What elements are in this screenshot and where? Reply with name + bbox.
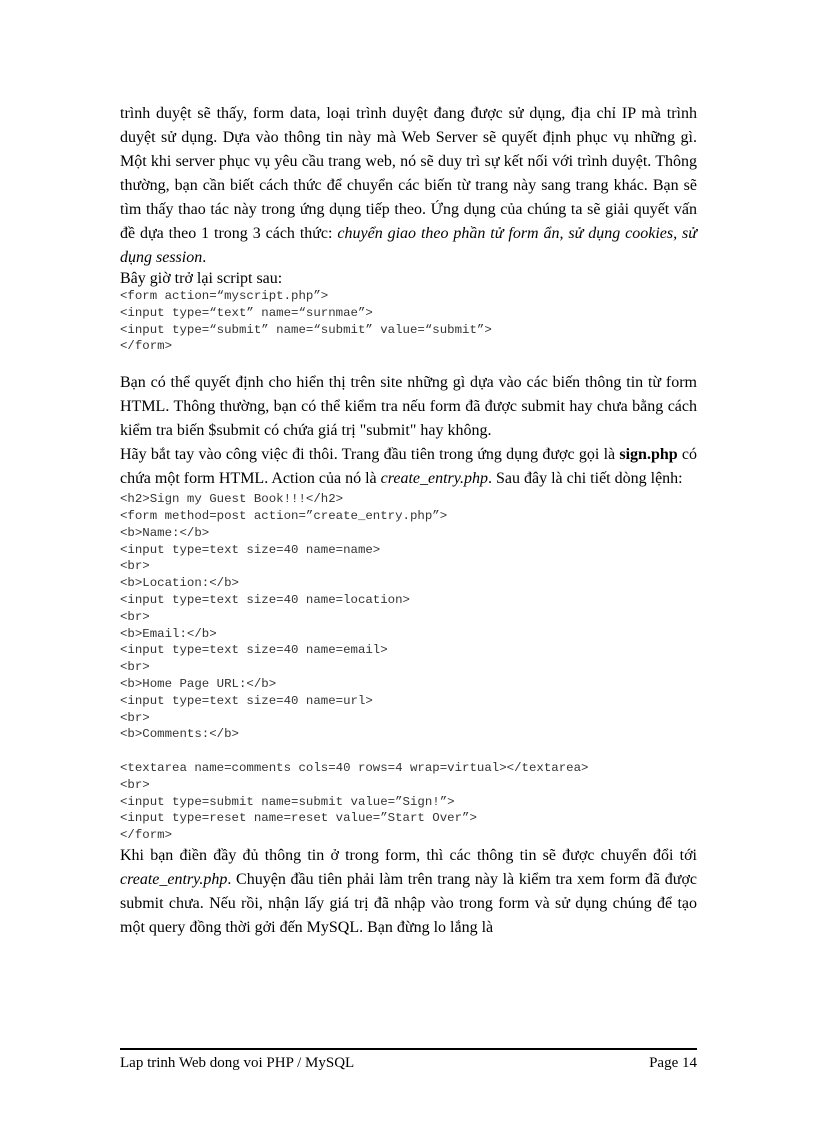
paragraph-sign-page-text-2: có chứa một form HTML. Action của nó là xyxy=(120,446,697,488)
code-line: </form> xyxy=(120,339,173,354)
paragraph-intro-italic: chuyển giao theo phần tử form ẩn, sử dụng cookies, sử dụng session xyxy=(120,225,697,266)
code-line: <form method=post action=”create_entry.php”> xyxy=(120,508,448,523)
code-line: <input type=submit name=submit value=”Sign!”> xyxy=(120,794,455,809)
code-line: <b>Email:</b> xyxy=(120,626,217,641)
paragraph-create-entry-text: Khi bạn điền đầy đủ thông tin ở trong form, thì các thông tin sẽ được chuyển đổi tới xyxy=(120,846,697,864)
code-blank-line xyxy=(120,743,697,760)
paragraph-create-entry xyxy=(120,844,697,940)
code-line: <b>Name:</b> xyxy=(120,525,210,540)
code-line: <input type=text size=40 name=name> xyxy=(120,542,381,557)
code-block-1 xyxy=(120,288,697,355)
code-line: <input type=text size=40 name=url> xyxy=(120,693,373,708)
code-line: <input type=“text” name=“surnmae”> xyxy=(120,305,373,320)
paragraph-intro-end: . xyxy=(202,249,207,266)
paragraph-form-variables: Bạn có thể quyết định cho hiển thị trên site những gì dựa vào các biến thông tin từ form HTML. Thông thường, bạn có thể kiểm tra nếu form đã được submit hay chưa bằng cách kiểm tra biến $submit có chứa giá trị "submit" hay không. xyxy=(120,374,697,440)
code-line: <h2>Sign my Guest Book!!!</h2> xyxy=(120,492,344,507)
code-line: <br> xyxy=(120,777,150,792)
code-line: <textarea name=comments cols=40 rows=4 wrap=virtual></textarea> xyxy=(120,760,589,775)
filename-create-entry-2: create_entry.php xyxy=(120,870,228,888)
code-line: <form action=“myscript.php”> xyxy=(120,289,329,303)
code-line: <br> xyxy=(120,660,150,675)
page-content xyxy=(120,102,697,940)
paragraph-intro-text: trình duyệt sẽ thấy, form data, loại trình duyệt đang được sử dụng, địa chỉ IP mà trình duyệt sử dụng. Dựa vào thông tin này mà Web Server sẽ quyết định phục vụ những gì. Một khi server phục vụ yêu cầu trang web, nó sẽ duy trì sự kết nối với trình duyệt. Thông thường, bạn cần biết cách thức để chuyển các biến từ trang này sang trang khác. Bạn sẽ tìm thấy thao tác này trong ứng dụng tiếp theo. Ứng dụng của chúng ta sẽ giải quyết vấn đề dựa theo 1 trong 3 cách thức: xyxy=(120,105,697,242)
code-block-2 xyxy=(120,491,697,844)
code-line: <br> xyxy=(120,710,150,725)
page-footer xyxy=(120,1054,697,1072)
page-number: Page 14 xyxy=(649,1055,697,1071)
code-line: <br> xyxy=(120,559,150,574)
code-line: </form> xyxy=(120,828,173,843)
code-line: <b>Comments:</b> xyxy=(120,727,239,742)
filename-create-entry: create_entry.php xyxy=(380,470,488,488)
code-line: <input type=reset name=reset value=”Start Over”> xyxy=(120,811,477,826)
paragraph-create-entry-text-2: . Chuyện đầu tiên phải làm trên trang này là kiểm tra xem form đã được submit chưa. Nếu rồi, nhận lấy giá trị đã nhập vào trong form và sử dụng chúng để tạo một query đồng thời gởi đến MySQL. Bạn đừng lo lắng là xyxy=(120,870,697,936)
code-line: <br> xyxy=(120,609,150,624)
code-line: <input type=“submit” name=“submit” value=“submit”> xyxy=(120,322,492,337)
filename-sign-php: sign.php xyxy=(619,446,678,464)
paragraph-intro xyxy=(120,102,697,270)
paragraph-sign-page-text-3: . Sau đây là chi tiết dòng lệnh: xyxy=(487,470,683,488)
code-line: <input type=text size=40 name=location> xyxy=(120,592,410,607)
code-line: <input type=text size=40 name=email> xyxy=(120,643,388,658)
footer-title: Lap trinh Web dong voi PHP / MySQL xyxy=(120,1055,355,1071)
paragraph-sign-page-text: Hãy bắt tay vào công việc đi thôi. Trang đầu tiên trong ứng dụng được gọi là xyxy=(120,446,620,464)
code-line: <b>Location:</b> xyxy=(120,576,239,591)
code-line: <b>Home Page URL:</b> xyxy=(120,676,277,691)
paragraph-sign-page xyxy=(120,443,697,491)
footer-divider xyxy=(120,1048,697,1050)
script-intro: Bây giờ trở lại script sau: xyxy=(120,270,283,287)
